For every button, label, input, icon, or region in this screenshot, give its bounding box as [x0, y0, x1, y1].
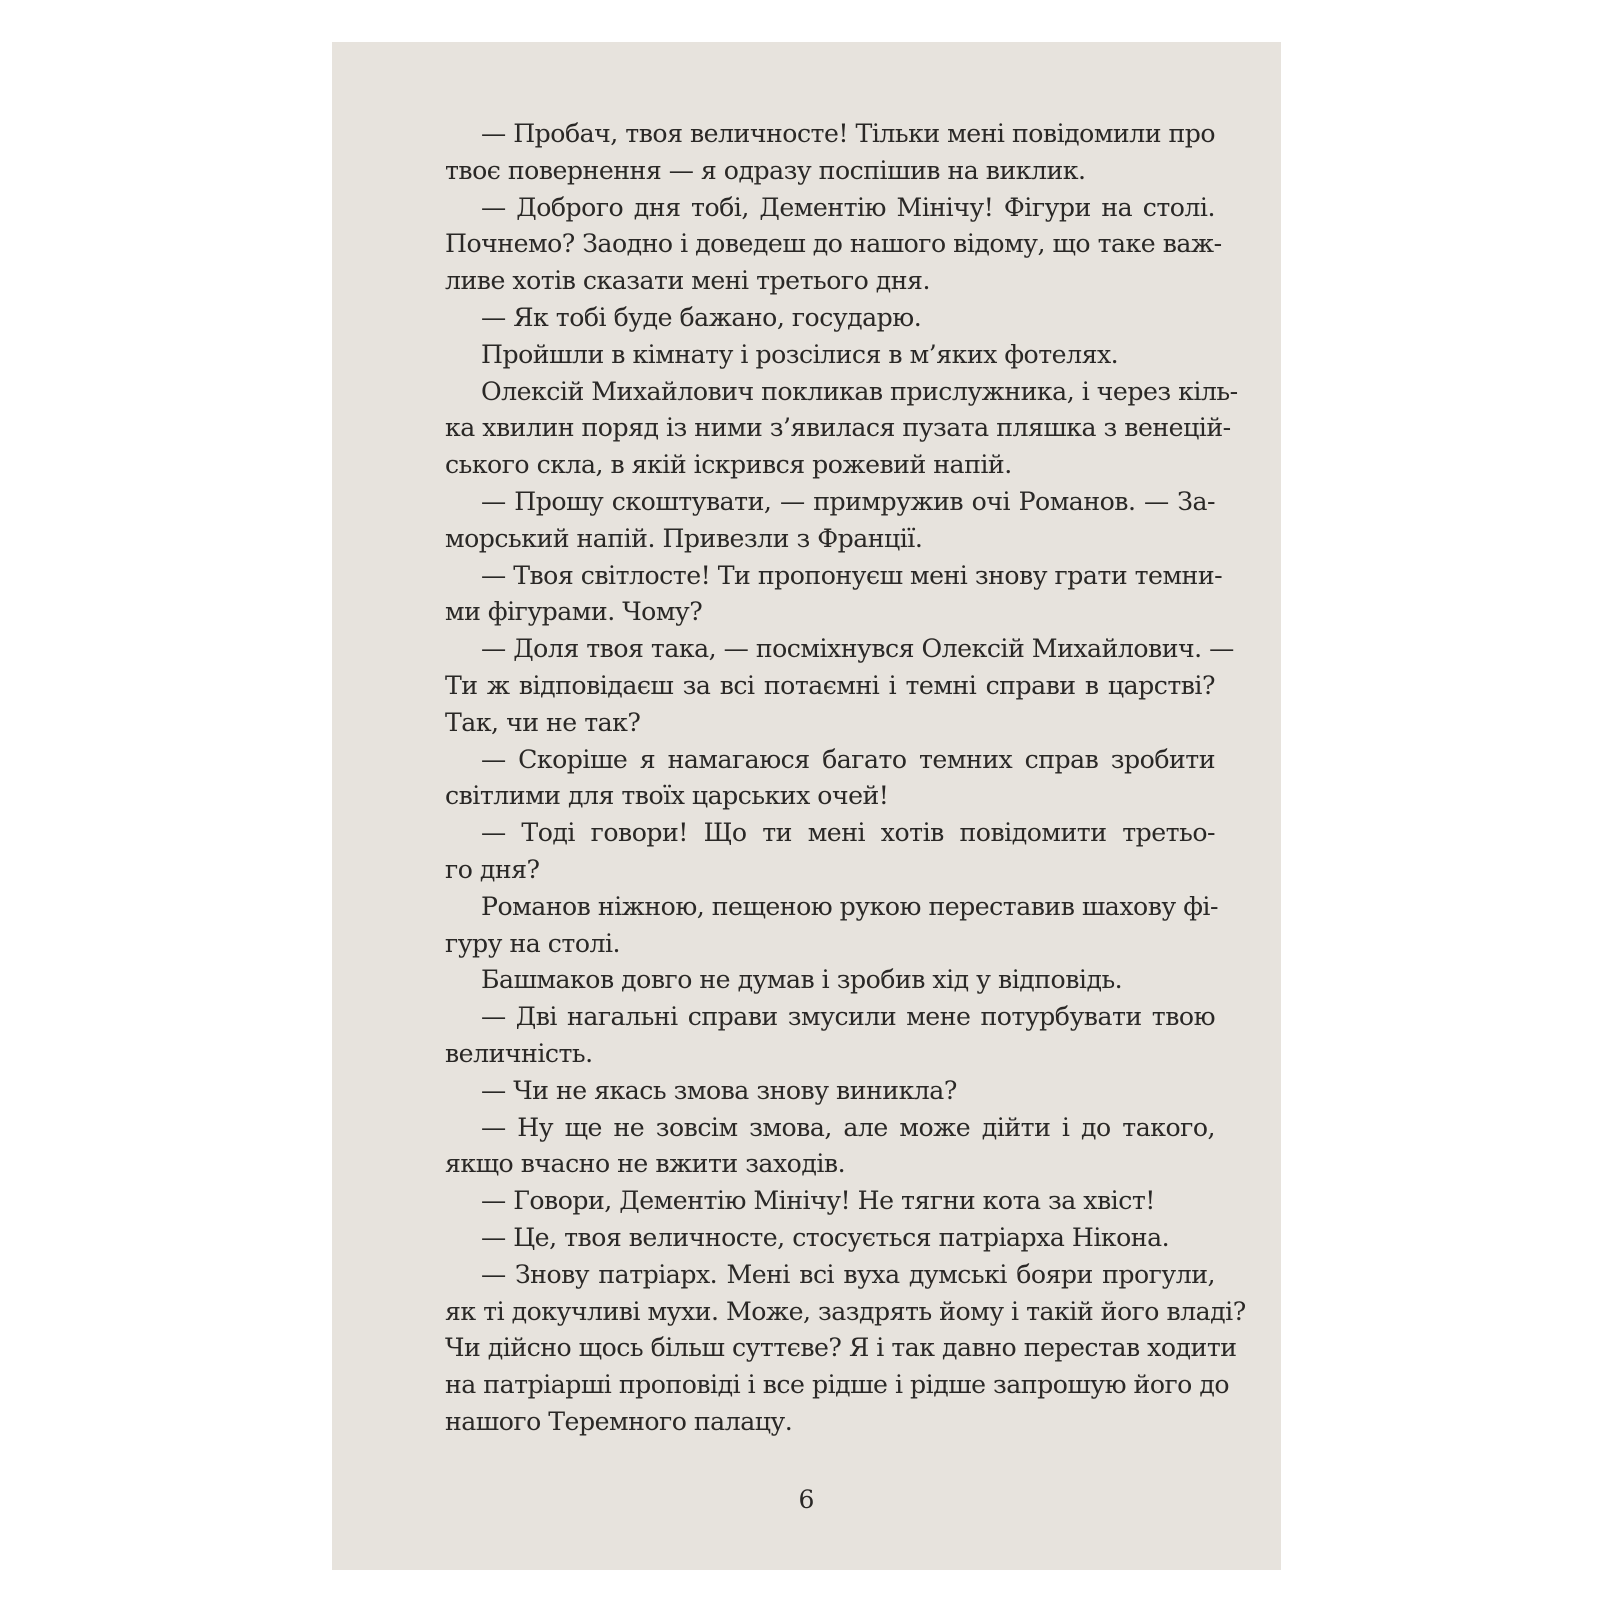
text-line: гуру на столі. — [445, 928, 621, 958]
text-line: — Як тобі буде бажано, государю. — [481, 302, 922, 332]
text-line: Башмаков довго не думав і зробив хід у відповідь. — [481, 965, 1123, 995]
text-line: — Скоріше я намагаюся багато темних справ зробити — [481, 744, 1215, 774]
text-line: Почнемо? Заодно і доведеш до нашого відому, що таке важ- — [445, 229, 1222, 259]
text-line: як ті докучливі мухи. Може, заздрять йому і такій його владі? — [445, 1296, 1246, 1326]
text-line: — Це, твоя величносте, стосується патріарха Нікона. — [481, 1222, 1170, 1252]
text-line: го дня? — [445, 854, 540, 884]
text-line: — Дві нагальні справи змусили мене потурбувати твою — [481, 1002, 1215, 1032]
text-line: — Прошу скоштувати, — примружив очі Романов. — За- — [481, 486, 1215, 516]
text-line: — Ну ще не зовсім змова, але може дійти і до такого, — [481, 1112, 1215, 1142]
text-line: — Тоді говори! Що ти мені хотів повідомити третьо- — [481, 818, 1215, 848]
text-line: Чи дійсно щось більш суттєве? Я і так давно перестав ходити — [445, 1333, 1237, 1363]
text-line: морський напій. Привезли з Франції. — [445, 523, 923, 553]
text-line: — Говори, Дементію Мінічу! Не тягни кота за хвіст! — [481, 1186, 1155, 1216]
text-line: — Доброго дня тобі, Дементію Мінічу! Фігури на столі. — [481, 192, 1215, 222]
text-line: Пройшли в кімнату і розсілися в м’яких фотелях. — [481, 339, 1119, 369]
text-line: Так, чи не так? — [445, 707, 641, 737]
text-line: ми фігурами. Чому? — [445, 597, 703, 627]
page-number: 6 — [798, 1485, 815, 1514]
text-line: Романов ніжною, пещеною рукою переставив шахову фі- — [481, 891, 1218, 921]
text-line: якщо вчасно не вжити заходів. — [445, 1149, 846, 1179]
text-line: — Чи не якась змова знову виникла? — [481, 1075, 957, 1105]
text-line: ливе хотів сказати мені третього дня. — [445, 266, 930, 296]
book-page — [332, 42, 1281, 1570]
text-line: на патріарші проповіді і все рідше і рідше запрошую його до — [445, 1370, 1230, 1400]
text-line: — Пробач, твоя величносте! Тільки мені повідомили про — [481, 119, 1216, 148]
text-line: Олексій Михайлович покликав прислужника, і через кіль- — [481, 376, 1238, 406]
text-line: — Доля твоя така, — посміхнувся Олексій Михайлович. — — [481, 634, 1234, 664]
text-line: ського скла, в якій іскрився рожевий напій. — [445, 450, 1012, 480]
text-line: ка хвилин поряд із ними з’явилася пузата пляшка з венецій- — [445, 413, 1231, 443]
text-line: — Знову патріарх. Мені всі вуха думські бояри прогули, — [481, 1259, 1215, 1289]
text-line: світлими для твоїх царських очей! — [445, 781, 889, 811]
text-line: нашого Теремного палацу. — [445, 1406, 793, 1436]
text-line: величність. — [445, 1038, 593, 1068]
text-line: Ти ж відповідаєш за всі потаємні і темні справи в царстві? — [445, 670, 1215, 700]
text-line: твоє повернення — я одразу поспішив на виклик. — [445, 155, 1086, 185]
page-text — [445, 116, 1246, 1441]
text-line: — Твоя світлосте! Ти пропонуєш мені знову грати темни- — [481, 560, 1223, 590]
